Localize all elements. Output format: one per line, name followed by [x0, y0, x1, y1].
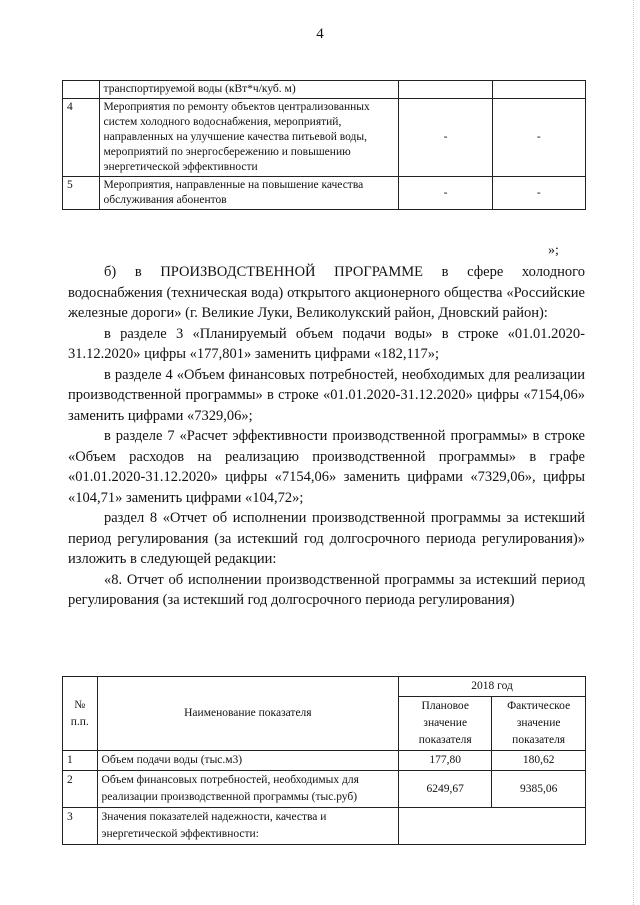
row-number: 3	[63, 808, 98, 845]
row-name: Объем финансовых потребностей, необходимых для реализации производственной программы (тыс.руб)	[97, 771, 399, 808]
scan-edge	[632, 0, 634, 905]
row-actual: -	[492, 99, 585, 177]
row-planned	[399, 81, 492, 99]
row-number: 2	[63, 771, 98, 808]
row-number: 5	[63, 177, 100, 210]
row-actual: 180,62	[492, 751, 586, 771]
table-header-row	[63, 677, 586, 697]
row-number: 1	[63, 751, 98, 771]
header-planned: Плановое значение показателя	[399, 697, 492, 751]
paragraph-report-title: «8. Отчет об исполнении производственной программы за истекший период регулирования (за истекший год долгосрочного периода регулирования)	[68, 571, 585, 608]
row-values-empty	[399, 808, 586, 845]
header-actual: Фактическое значение показателя	[492, 697, 586, 751]
paragraph-section-3: в разделе 3 «Планируемый объем подачи воды» в строке «01.01.2020-31.12.2020» цифры «177,801» заменить цифрами «182,117»;	[68, 325, 585, 362]
row-actual: -	[492, 177, 585, 210]
amendment-text	[68, 262, 585, 611]
row-planned: -	[399, 99, 492, 177]
header-number: № п.п.	[63, 677, 98, 751]
row-name: Объем подачи воды (тыс.м3)	[97, 751, 399, 771]
row-planned: 177,80	[399, 751, 492, 771]
row-actual: 9385,06	[492, 771, 586, 808]
row-name: Мероприятия по ремонту объектов централизованных систем холодного водоснабжения, мероприятий, направленных на улучшение качества питьевой воды, мероприятий по энергосбережению и повышению энергетической эффективности	[99, 99, 399, 177]
row-name: Мероприятия, направленные на повышение качества обслуживания абонентов	[99, 177, 399, 210]
table-row	[63, 751, 586, 771]
table-row	[63, 81, 586, 99]
row-planned: -	[399, 177, 492, 210]
paragraph-section-8: раздел 8 «Отчет об исполнении производственной программы за истекший период регулирования (за истекший год долгосрочного периода регулирования)» изложить в следующей редакции:	[68, 510, 585, 567]
table-row	[63, 771, 586, 808]
row-actual	[492, 81, 585, 99]
page-number: 4	[316, 26, 324, 42]
table-row	[63, 177, 586, 210]
row-number	[63, 81, 100, 99]
paragraph-section-4: в разделе 4 «Объем финансовых потребностей, необходимых для реализации производственной программы» в строке «01.01.2020-31.12.2020» цифры «7154,06» заменить цифрами «7329,06»;	[68, 366, 585, 424]
table-row	[63, 808, 586, 845]
row-name: транспортируемой воды (кВт*ч/куб. м)	[99, 81, 399, 99]
report-table	[62, 676, 586, 845]
row-planned: 6249,67	[399, 771, 492, 808]
row-name: Значения показателей надежности, качества и энергетической эффективности:	[97, 808, 399, 845]
closing-quote: »;	[548, 243, 559, 258]
header-name: Наименование показателя	[97, 677, 399, 751]
header-year: 2018 год	[399, 677, 586, 697]
table-row	[63, 99, 586, 177]
paragraph-b: б) в ПРОИЗВОДСТВЕННОЙ ПРОГРАММЕ в сфере холодного водоснабжения (техническая вода) открытого акционерного общества «Российские железные дороги» (г. Великие Луки, Великолукский район, Дновский район):	[68, 264, 585, 321]
measures-table	[62, 80, 586, 210]
paragraph-section-7: в разделе 7 «Расчет эффективности производственной программы» в строке «Объем расходов на реализацию производственной программы» в графе «01.01.2020-31.12.2020» цифры «7154,06» заменить цифрами «7329,06», цифры «104,71» заменить цифрами «104,72»;	[68, 428, 585, 506]
row-number: 4	[63, 99, 100, 177]
